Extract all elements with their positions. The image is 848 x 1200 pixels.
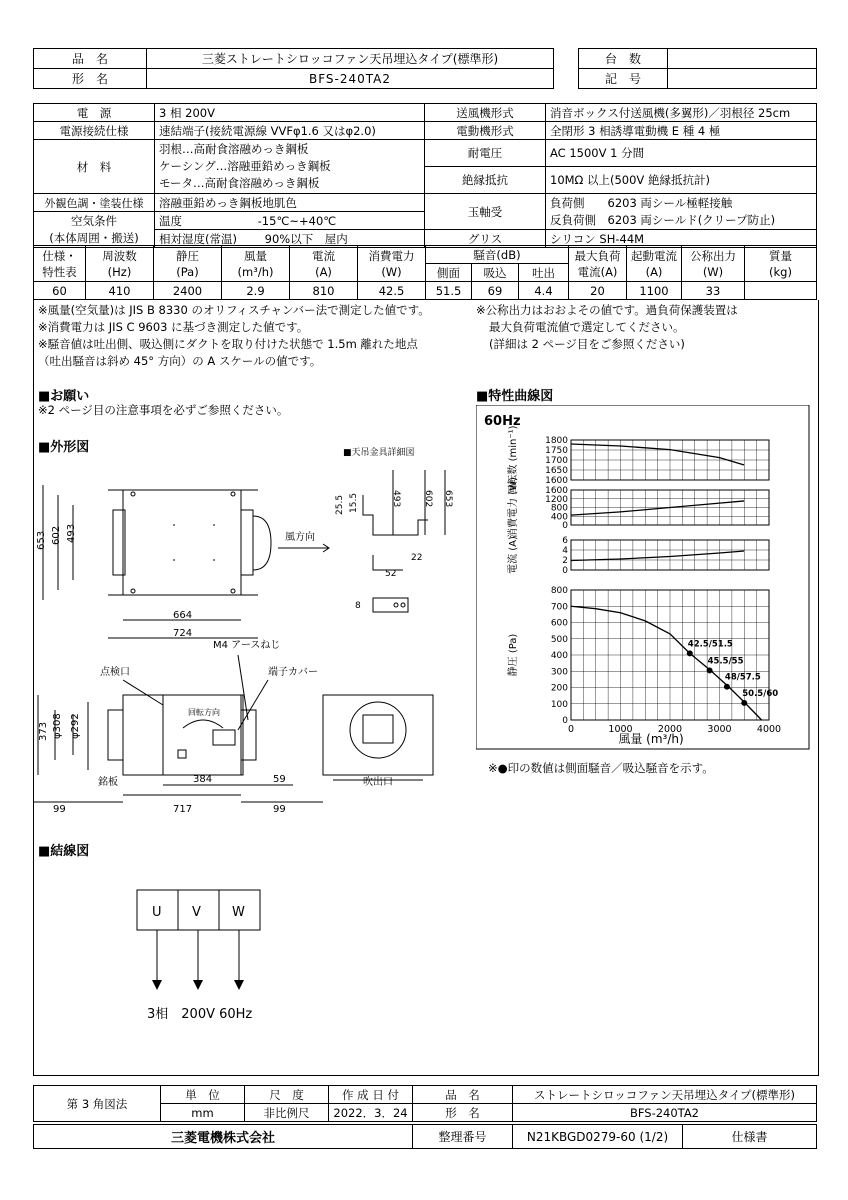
terminal-u: U xyxy=(152,905,162,920)
y-tick-label: 400 xyxy=(550,651,568,661)
dim-99b: 99 xyxy=(273,804,286,815)
doc-number-label: 整理番号 xyxy=(413,1125,513,1149)
footer-table-2 xyxy=(33,1124,817,1149)
val-start-current: 20 xyxy=(569,282,627,300)
bearing-antiload: 反負荷側 6203 両シールド(クリープ防止) xyxy=(550,212,776,227)
dim-724: 724 xyxy=(173,628,193,639)
notes-right xyxy=(476,302,738,353)
val-power: 810 xyxy=(290,282,358,300)
bearing-load: 負荷側 6203 両シール極軽接触 xyxy=(550,195,733,210)
val-noise-outlet: 69 xyxy=(472,282,519,300)
terminal-w: W xyxy=(232,905,245,920)
conn-value: 速結端子(接続電源線 VVFφ1.6 又はφ2.0) xyxy=(155,122,425,140)
qty-label: 台 数 xyxy=(579,49,668,69)
outline-drawing xyxy=(33,440,473,820)
projection-label: 第 3 角図法 xyxy=(34,1086,161,1122)
perf-table xyxy=(33,245,817,300)
m4-label: M4 アースねじ xyxy=(213,640,281,651)
y-tick-label: 800 xyxy=(550,503,568,514)
unit-label: 単 位 xyxy=(161,1086,245,1104)
dim-493: 493 xyxy=(66,523,77,543)
note-right-2: 最大負荷電流値で選定してください。 xyxy=(489,320,685,334)
chart-xlabel: 風量 (m³/h) xyxy=(618,732,684,746)
blower-value: 消音ボックス付送風機(多翼形)／羽根径 25cm xyxy=(546,104,817,122)
wiring-title: ■結線図 xyxy=(38,844,90,859)
val-flow: 2400 xyxy=(154,282,222,300)
x-tick-label: 4000 xyxy=(756,724,782,735)
motor-label: 電動機形式 xyxy=(425,122,546,140)
val-max-current: 4.4 xyxy=(519,282,569,300)
power-label: 電 源 xyxy=(34,104,155,122)
y-tick-label: 0 xyxy=(562,521,568,531)
val-mass: 33 xyxy=(682,282,745,300)
y-tick-label: 800 xyxy=(550,586,568,596)
dim-653: 653 xyxy=(36,530,47,550)
conn-label: 電源接続仕様 xyxy=(34,122,155,140)
date-label: 作 成 日 付 xyxy=(329,1086,413,1104)
temp-value: -15℃~+40℃ xyxy=(257,213,337,228)
curve-title: ■特性曲線図 xyxy=(476,389,554,404)
motor-value: 全閉形 3 相誘導電動機 E 種 4 極 xyxy=(546,122,817,140)
outline-title: ■外形図 xyxy=(38,440,90,455)
x-tick-label: 2000 xyxy=(657,724,683,735)
noise-point-label: 50.5/60 xyxy=(742,688,779,699)
y-tick-label: 500 xyxy=(550,634,568,645)
curve-note: ※●印の数値は側面騒音／吸込騒音を示す。 xyxy=(488,761,714,775)
grease-value: シリコン SH-44M xyxy=(546,230,817,248)
insulation-value: 10MΩ 以上(500V 絶縁抵抗計) xyxy=(546,167,817,194)
request-text: ※2 ページ目の注意事項を必ずご参照ください。 xyxy=(38,403,289,417)
note-right-3: (詳細は 2 ページ目をご参照ください) xyxy=(489,337,685,351)
hum-value: 90%以下 屋内 xyxy=(264,231,348,246)
sym-label: 記 号 xyxy=(579,69,668,89)
dim-308: φ308 xyxy=(52,713,63,739)
y-tick-label: 1800 xyxy=(545,436,568,446)
footer-name-value: ストレートシロッコファン天吊埋込タイプ(標準形) xyxy=(513,1086,817,1104)
y-tick-label: 300 xyxy=(550,667,568,678)
dim-292: φ292 xyxy=(70,713,81,739)
perf-row-label-1: 仕様・ xyxy=(42,248,77,263)
wiring-diagram xyxy=(33,880,333,1030)
name-value: 三菱ストレートシロッコファン天吊埋込タイプ(標準形) xyxy=(147,49,554,69)
hdr-noise-intake: 吸込 xyxy=(472,264,519,282)
terminal-v: V xyxy=(192,905,201,920)
color-label: 外観色調・塗装仕様 xyxy=(34,194,155,212)
note-left-4: （吐出騒音は斜め 45° 方向）の A スケールの値です。 xyxy=(38,354,322,368)
y-axis-label: 電流 (A) xyxy=(508,536,519,574)
det-22: 22 xyxy=(411,553,423,563)
temp-row xyxy=(155,212,425,230)
det-653: 653 xyxy=(443,490,453,508)
airflow-label: 風方向 xyxy=(285,532,315,543)
outlet-label: 吹出口 xyxy=(363,777,393,788)
spec-table xyxy=(33,103,817,248)
noise-point-label: 42.5/51.5 xyxy=(687,639,733,650)
val-current: 2.9 xyxy=(222,282,290,300)
blower-label: 送風機形式 xyxy=(425,104,546,122)
env-label xyxy=(34,212,155,248)
y-tick-label: 4 xyxy=(562,546,568,556)
hdr-flow: 風量 (m³/h) xyxy=(222,246,290,282)
header-table xyxy=(33,48,554,89)
noise-point xyxy=(707,667,713,673)
val-freq: 60 xyxy=(34,282,86,300)
env-label-2: (本体周囲・搬送) xyxy=(49,230,139,245)
val-noise-intake: 51.5 xyxy=(426,282,472,300)
bearing-value xyxy=(546,194,817,230)
perf-row-label xyxy=(34,246,86,282)
company-name: 三菱電機株式会社 xyxy=(34,1125,413,1149)
y-axis-label: 回転数 (min⁻¹) xyxy=(508,425,519,495)
scale-value: 非比例尺 xyxy=(245,1104,329,1122)
request-title: ■お願い xyxy=(38,389,90,404)
y-tick-label: 400 xyxy=(550,512,568,523)
unit-value: mm xyxy=(161,1104,245,1122)
y-tick-label: 700 xyxy=(550,602,568,613)
note-left-1: ※風量(空気量)は JIS B 8330 のオリフィスチャンバー法で測定した値です。 xyxy=(38,303,430,317)
dim-717: 717 xyxy=(173,804,193,815)
insulation-label: 絶縁抵抗 xyxy=(425,167,546,194)
note-left-2: ※消費電力は JIS C 9603 に基づき測定した値です。 xyxy=(38,320,309,334)
y-tick-label: 100 xyxy=(550,699,568,710)
terminal-label: 端子カバー xyxy=(268,667,318,678)
x-tick-label: 0 xyxy=(567,724,575,735)
chart-title: 60Hz xyxy=(484,414,521,429)
footer-model-value: BFS-240TA2 xyxy=(513,1104,817,1122)
val-pressure: 410 xyxy=(86,282,154,300)
y-tick-label: 1200 xyxy=(545,494,568,505)
hdr-output: 公称出力 (W) xyxy=(682,246,745,282)
det-15: 15.5 xyxy=(349,492,359,513)
y-tick-label: 0 xyxy=(562,716,568,726)
footer-model-label: 形 名 xyxy=(413,1104,513,1122)
det-602: 602 xyxy=(423,490,433,508)
hdr-start-current: 起動電流 (A) xyxy=(627,246,682,282)
note-left-3: ※騒音値は吐出側、吸込側にダクトを取り付けた状態で 1.5m 離れた地点 xyxy=(38,337,418,351)
material-casing: ケーシング…溶融亜鉛めっき鋼板 xyxy=(159,159,331,173)
dim-384: 384 xyxy=(193,774,213,785)
perf-row-label-2: 特性表 xyxy=(42,264,77,279)
env-label-1: 空気条件 xyxy=(71,213,117,228)
material-motor: モータ…高耐食溶融めっき鋼板 xyxy=(159,176,320,190)
y-tick-label: 2 xyxy=(562,556,568,566)
hdr-power: 消費電力 (W) xyxy=(358,246,426,282)
footer-name-label: 品 名 xyxy=(413,1086,513,1104)
hdr-noise: 騒音(dB) xyxy=(426,246,569,264)
x-tick-label: 1000 xyxy=(608,724,633,735)
hdr-freq: 周波数 (Hz) xyxy=(86,246,154,282)
detail-title: ■天吊金具詳細図 xyxy=(343,448,415,458)
noise-point-label: 48/57.5 xyxy=(724,672,761,683)
hdr-mass: 質量 (kg) xyxy=(745,246,817,282)
date-value: 2022．3．24 xyxy=(329,1104,413,1122)
val-output: 1100 xyxy=(627,282,682,300)
grease-label: グリス xyxy=(425,230,546,248)
doc-number-value: N21KBGD0279-60 (1/2) xyxy=(513,1125,683,1149)
footer-table xyxy=(33,1085,817,1122)
y-tick-label: 0 xyxy=(562,566,568,576)
material-label: 材 料 xyxy=(34,140,155,194)
x-tick-label: 3000 xyxy=(707,724,732,735)
model-label: 形 名 xyxy=(34,69,147,89)
y-axis-label: 静圧 (Pa) xyxy=(508,633,519,677)
power-value: 3 相 200V xyxy=(155,104,425,122)
dim-664: 664 xyxy=(173,610,193,621)
dim-373: 373 xyxy=(38,721,49,741)
det-52: 52 xyxy=(385,569,397,579)
y-axis-label: 消費電力 (W) xyxy=(508,477,519,538)
det-493: 493 xyxy=(391,490,401,508)
hdr-current: 電流 (A) xyxy=(290,246,358,282)
characteristic-chart xyxy=(476,405,810,750)
rotation-label: 回転方向 xyxy=(188,708,220,717)
dim-602: 602 xyxy=(51,525,62,545)
y-tick-label: 1600 xyxy=(545,486,568,496)
hdr-noise-side: 側面 xyxy=(426,264,472,282)
y-tick-label: 1650 xyxy=(545,466,568,476)
det-25: 25.5 xyxy=(335,494,345,515)
notes-left xyxy=(38,302,430,370)
hdr-pressure: 静圧 (Pa) xyxy=(154,246,222,282)
material-blade: 羽根…高耐食溶融めっき鋼板 xyxy=(159,142,309,156)
supply-label: 3相 200V 60Hz xyxy=(147,1007,253,1022)
voltage-label: 耐電圧 xyxy=(425,140,546,167)
note-right-1: ※公称出力はおおよその値です。過負荷保護装置は xyxy=(476,303,738,317)
val-noise-side: 42.5 xyxy=(358,282,426,300)
noise-point xyxy=(724,684,730,690)
material-value xyxy=(155,140,425,194)
y-tick-label: 200 xyxy=(550,683,568,694)
hum-label: 相対湿度(常温) xyxy=(159,231,237,246)
hdr-max-current: 最大負荷 電流(A) xyxy=(569,246,627,282)
noise-point xyxy=(687,650,693,656)
y-tick-label: 1600 xyxy=(545,476,568,486)
model-value: BFS-240TA2 xyxy=(147,69,554,89)
bearing-label: 玉軸受 xyxy=(425,194,546,230)
y-tick-label: 6 xyxy=(562,536,568,546)
name-label: 品 名 xyxy=(34,49,147,69)
doc-type: 仕様書 xyxy=(683,1125,817,1149)
y-tick-label: 600 xyxy=(550,618,568,629)
temp-label: 温度 xyxy=(159,213,182,228)
voltage-value: AC 1500V 1 分間 xyxy=(546,140,817,167)
dim-99a: 99 xyxy=(53,804,66,815)
y-tick-label: 1700 xyxy=(545,456,568,466)
hdr-noise-outlet: 吐出 xyxy=(519,264,569,282)
scale-label: 尺 度 xyxy=(245,1086,329,1104)
noise-point-label: 45.5/55 xyxy=(707,656,744,667)
color-value: 溶融亜鉛めっき鋼板地肌色 xyxy=(155,194,425,212)
noise-point xyxy=(741,700,747,706)
y-tick-label: 1750 xyxy=(545,446,568,456)
inspect-label: 点検口 xyxy=(100,667,130,678)
nameplate-label: 銘板 xyxy=(98,777,118,788)
dim-59: 59 xyxy=(273,774,286,785)
qty-table xyxy=(578,48,817,89)
det-8: 8 xyxy=(355,601,361,611)
